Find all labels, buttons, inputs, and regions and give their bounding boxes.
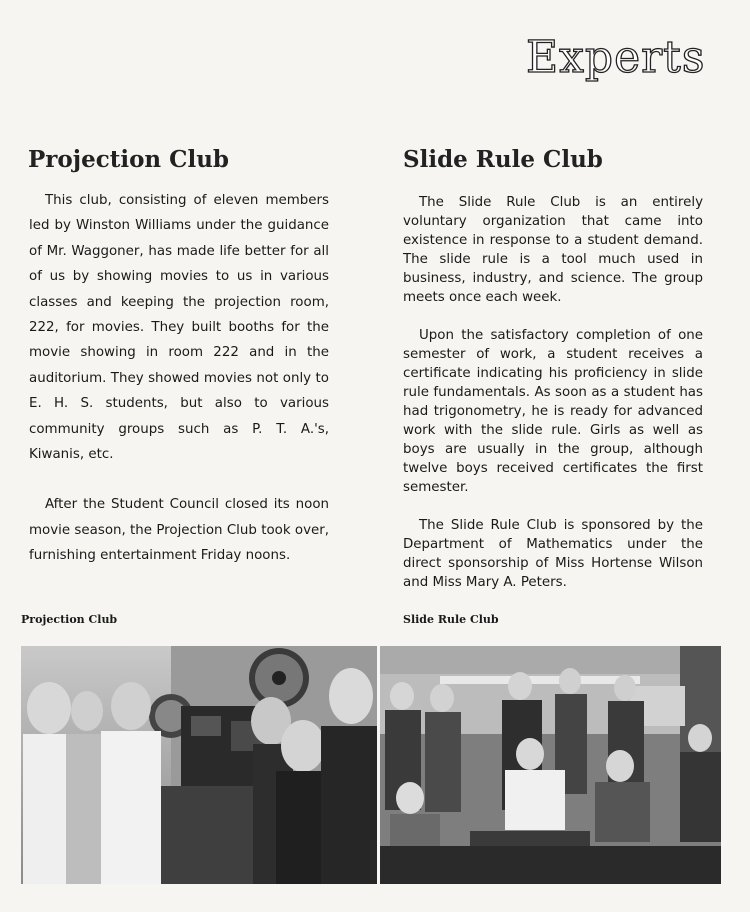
slide-rule-club-paragraph-3: The Slide Rule Club is sponsored by the Department of Mathematics under the direct sponsorship of Miss Hortense Wilson and Miss Mary A. Peters. (403, 518, 703, 590)
slide-rule-club-paragraph-2: Upon the satisfactory completion of one semester of work, a student receives a certificate indicating his proficiency in slide rule fundamentals. As soon as a student has had trigonometry, he is ready for advanced work with the slide rule. Girls as well as boys are usually in the group, although twelve boys received certificates the first semester. (403, 328, 703, 495)
projection-club-heading: Projection Club (28, 146, 229, 173)
slide-rule-club-heading: Slide Rule Club (403, 146, 603, 173)
page-title: Experts (526, 32, 706, 83)
projection-club-paragraph-1: This club, consisting of eleven members led by Winston Williams under the guidance of Mr. Waggoner, has made life better for all of us by showing movies to us in various classes and keeping the projection room, 222, for movies. They built booths for the movie showing in room 222 and in the auditorium. They showed movies not only to E. H. S. students, but also to various community groups such as P. T. A.'s, Kiwanis, etc. (29, 193, 329, 463)
projection-club-text (29, 188, 329, 594)
projection-club-photo-caption: Projection Club (21, 613, 118, 626)
slide-rule-club-photo-caption: Slide Rule Club (403, 613, 499, 626)
slide-rule-club-photo (380, 646, 721, 884)
projection-club-photo (21, 646, 377, 884)
slide-rule-club-paragraph-1: The Slide Rule Club is an entirely voluntary organization that came into existence in response to a student demand. The slide rule is a tool much used in business, industry, and science. The group meets once each week. (403, 195, 703, 305)
slide-rule-club-text (403, 193, 703, 611)
projection-club-paragraph-2: After the Student Council closed its noon movie season, the Projection Club took over, furnishing entertainment Friday noons. (29, 497, 329, 564)
